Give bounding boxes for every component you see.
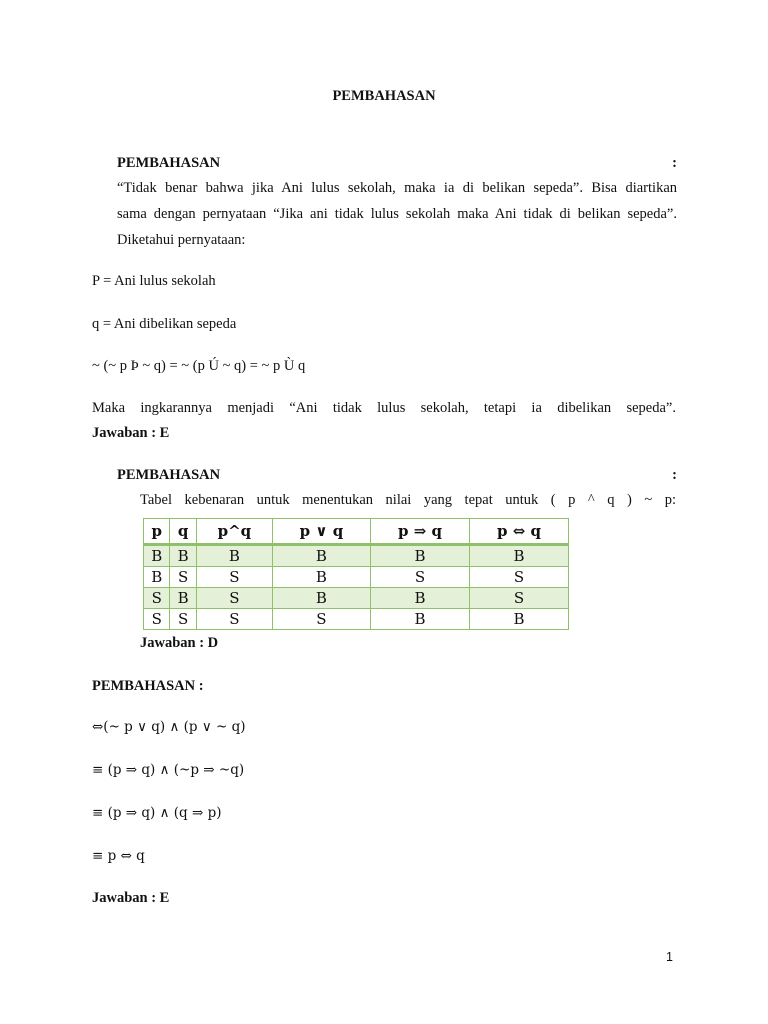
section3-answer: Jawaban : E <box>92 890 170 906</box>
table-cell: B <box>469 609 568 630</box>
table-cell: S <box>144 609 170 630</box>
table-cell: B <box>196 545 272 567</box>
header-cell: p^q <box>196 519 272 545</box>
table-row <box>144 609 569 630</box>
table-row <box>144 545 569 567</box>
negation-formula: ~ (~ p Þ ~ q) = ~ (p Ú ~ q) = ~ p Ù q <box>92 358 306 374</box>
section3-heading: PEMBAHASAN : <box>92 678 204 694</box>
p-definition: P = Ani lulus sekolah <box>92 273 216 289</box>
section2-colon: : <box>672 467 677 483</box>
section2-intro: Tabel kebenaran untuk menentukan nilai yang tepat untuk ( p ^ q ) ~ p: <box>140 492 676 508</box>
table-cell: S <box>196 609 272 630</box>
section1-heading: PEMBAHASAN <box>117 155 221 171</box>
q-definition: q = Ani dibelikan sepeda <box>92 316 237 332</box>
section1-answer: Jawaban : E <box>92 425 170 441</box>
section1-heading-row <box>117 155 677 172</box>
section1-colon: : <box>672 155 677 171</box>
table-cell: S <box>469 567 568 588</box>
section1-line2: sama dengan pernyataan “Jika ani tidak lulus sekolah maka Ani tidak di belikan sepeda”. <box>117 206 677 222</box>
truth-table-header-row <box>144 519 569 545</box>
table-cell: B <box>371 545 470 567</box>
table-cell: B <box>144 567 170 588</box>
table-cell: B <box>170 545 196 567</box>
table-cell: B <box>371 588 470 609</box>
truth-table <box>143 518 569 630</box>
table-cell: S <box>272 609 370 630</box>
table-cell: S <box>170 567 196 588</box>
section2-heading-row <box>117 467 677 484</box>
table-row <box>144 588 569 609</box>
section3-step2: ≡ (p ⇒ q) ∧ (~p ⇒ ~q) <box>92 762 245 778</box>
table-cell: B <box>272 545 370 567</box>
table-cell: S <box>196 588 272 609</box>
table-cell: S <box>196 567 272 588</box>
table-row <box>144 567 569 588</box>
section3-step3: ≡ (p ⇒ q) ∧ (q ⇒ p) <box>92 805 222 821</box>
table-cell: B <box>371 609 470 630</box>
table-cell: B <box>170 588 196 609</box>
table-cell: S <box>144 588 170 609</box>
section1-line3: Diketahui pernyataan: <box>117 232 246 248</box>
table-cell: B <box>144 545 170 567</box>
header-cell: p ∨ q <box>272 519 370 545</box>
table-cell: B <box>272 567 370 588</box>
page-number: 1 <box>666 950 673 964</box>
section2-heading: PEMBAHASAN <box>117 467 221 483</box>
section1-line1: “Tidak benar bahwa jika Ani lulus sekolah, maka ia di belikan sepeda”. Bisa diartikan <box>117 180 677 196</box>
table-cell: S <box>371 567 470 588</box>
section3-step4: ≡ p ⇔ q <box>92 848 145 864</box>
header-cell: p ⇔ q <box>469 519 568 545</box>
section1-conclusion: Maka ingkarannya menjadi “Ani tidak lulus sekolah, tetapi ia dibelikan sepeda”. <box>92 400 676 416</box>
table-cell: S <box>469 588 568 609</box>
page-title: PEMBAHASAN <box>332 88 436 104</box>
header-cell: p ⇒ q <box>371 519 470 545</box>
table-cell: B <box>272 588 370 609</box>
table-cell: S <box>170 609 196 630</box>
section2-answer: Jawaban : D <box>140 635 219 651</box>
table-cell: B <box>469 545 568 567</box>
header-cell: p <box>144 519 170 545</box>
section3-step1: ⇔(~ p ∨ q) ∧ (p ∨ ~ q) <box>92 719 246 735</box>
header-cell: q <box>170 519 196 545</box>
